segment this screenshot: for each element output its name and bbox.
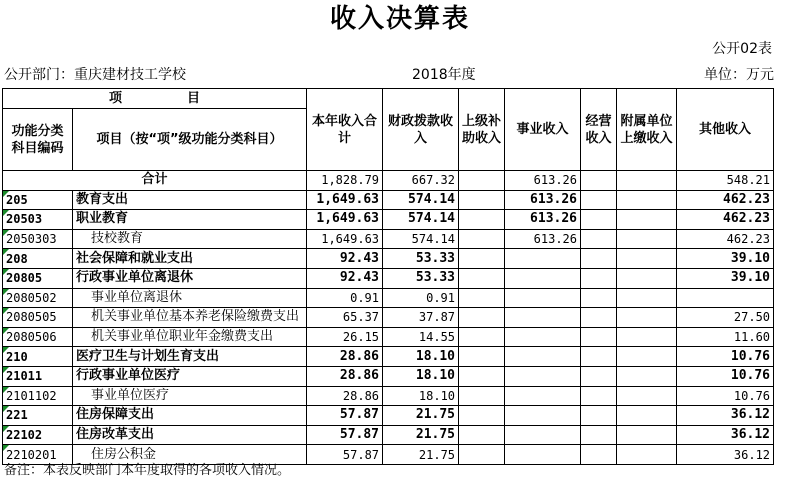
row-cell-affiliated — [617, 327, 677, 347]
row-cell-total: 57.87 — [307, 445, 383, 465]
row-cell-other: 39.10 — [677, 268, 774, 288]
row-cell-total: 92.43 — [307, 249, 383, 269]
header-code: 功能分类科目编码 — [3, 109, 73, 171]
row-cell-total: 1,649.63 — [307, 210, 383, 230]
row-cell-affiliated — [617, 268, 677, 288]
header-fiscal: 财政拨款收入 — [383, 89, 459, 171]
row-cell-total: 57.87 — [307, 425, 383, 445]
row-cell-other: 10.76 — [677, 386, 774, 406]
row-cell-superior — [459, 288, 505, 308]
row-cell-other: 462.23 — [677, 210, 774, 230]
row-name: 职业教育 — [73, 210, 307, 230]
table-row — [3, 268, 774, 288]
header-operating: 经营收入 — [581, 89, 617, 171]
row-cell-superior — [459, 190, 505, 210]
row-name: 机关事业单位职业年金缴费支出 — [73, 327, 307, 347]
row-cell-total: 65.37 — [307, 308, 383, 328]
header-name: 项目（按“项”级功能分类科目） — [73, 109, 307, 171]
row-cell-total: 26.15 — [307, 327, 383, 347]
row-cell-operating — [581, 347, 617, 367]
row-code: 2101102 — [3, 386, 73, 406]
total-cell-total: 1,828.79 — [307, 171, 383, 191]
row-name: 机关事业单位基本养老保险缴费支出 — [73, 308, 307, 328]
row-cell-superior — [459, 425, 505, 445]
row-cell-other: 10.76 — [677, 366, 774, 386]
table-row — [3, 308, 774, 328]
row-cell-operating — [581, 406, 617, 426]
total-cell-fiscal: 667.32 — [383, 171, 459, 191]
table-row — [3, 425, 774, 445]
table-row — [3, 210, 774, 230]
row-cell-fiscal: 14.55 — [383, 327, 459, 347]
meta-row — [4, 64, 774, 84]
row-cell-operating — [581, 425, 617, 445]
header-business: 事业收入 — [505, 89, 581, 171]
table-row — [3, 288, 774, 308]
row-cell-business — [505, 406, 581, 426]
header-item-group: 项 目 — [3, 89, 307, 109]
table-row — [3, 327, 774, 347]
row-cell-total: 57.87 — [307, 406, 383, 426]
row-name: 教育支出 — [73, 190, 307, 210]
row-cell-total: 92.43 — [307, 268, 383, 288]
row-code: 2210201 — [3, 445, 73, 465]
row-code: 208 — [3, 249, 73, 269]
row-cell-business — [505, 288, 581, 308]
footnote: 备注：本表反映部门本年度取得的各项收入情况。 — [4, 463, 291, 478]
row-cell-business: 613.26 — [505, 229, 581, 249]
table-row — [3, 347, 774, 367]
row-cell-business — [505, 327, 581, 347]
row-cell-operating — [581, 366, 617, 386]
row-cell-business — [505, 386, 581, 406]
row-name: 住房保障支出 — [73, 406, 307, 426]
row-cell-business — [505, 425, 581, 445]
unit-label: 单位：万元 — [704, 67, 774, 83]
row-cell-total: 28.86 — [307, 347, 383, 367]
row-code: 20503 — [3, 210, 73, 230]
row-name: 行政事业单位离退休 — [73, 268, 307, 288]
row-cell-total: 28.86 — [307, 386, 383, 406]
row-cell-fiscal: 0.91 — [383, 288, 459, 308]
table-row — [3, 229, 774, 249]
row-cell-total: 0.91 — [307, 288, 383, 308]
row-cell-operating — [581, 190, 617, 210]
row-cell-superior — [459, 327, 505, 347]
header-superior: 上级补助收入 — [459, 89, 505, 171]
row-cell-superior — [459, 229, 505, 249]
row-cell-operating — [581, 445, 617, 465]
row-cell-fiscal: 53.33 — [383, 268, 459, 288]
row-cell-operating — [581, 268, 617, 288]
row-cell-business: 613.26 — [505, 190, 581, 210]
header-total: 本年收入合计 — [307, 89, 383, 171]
total-cell-superior — [459, 171, 505, 191]
row-cell-other: 36.12 — [677, 425, 774, 445]
income-table — [2, 88, 774, 465]
row-cell-fiscal: 18.10 — [383, 347, 459, 367]
row-cell-affiliated — [617, 288, 677, 308]
row-cell-fiscal: 21.75 — [383, 425, 459, 445]
row-cell-business — [505, 249, 581, 269]
page-title: 收入决算表 — [329, 4, 470, 34]
row-cell-fiscal: 18.10 — [383, 366, 459, 386]
total-cell-affiliated — [617, 171, 677, 191]
row-cell-affiliated — [617, 249, 677, 269]
row-name: 社会保障和就业支出 — [73, 249, 307, 269]
row-code: 221 — [3, 406, 73, 426]
row-name: 住房改革支出 — [73, 425, 307, 445]
row-code: 20805 — [3, 268, 73, 288]
row-cell-affiliated — [617, 229, 677, 249]
row-name: 事业单位医疗 — [73, 386, 307, 406]
row-cell-superior — [459, 210, 505, 230]
row-cell-other: 11.60 — [677, 327, 774, 347]
row-code: 2080505 — [3, 308, 73, 328]
row-cell-affiliated — [617, 425, 677, 445]
row-cell-fiscal: 574.14 — [383, 229, 459, 249]
row-cell-affiliated — [617, 308, 677, 328]
row-cell-superior — [459, 386, 505, 406]
row-cell-fiscal: 574.14 — [383, 210, 459, 230]
row-code: 2050303 — [3, 229, 73, 249]
row-cell-business — [505, 366, 581, 386]
row-cell-fiscal: 21.75 — [383, 406, 459, 426]
row-cell-superior — [459, 366, 505, 386]
row-cell-fiscal: 574.14 — [383, 190, 459, 210]
row-name: 事业单位离退休 — [73, 288, 307, 308]
table-row — [3, 249, 774, 269]
row-cell-other: 462.23 — [677, 229, 774, 249]
row-cell-business — [505, 268, 581, 288]
total-cell-other: 548.21 — [677, 171, 774, 191]
row-cell-operating — [581, 327, 617, 347]
form-code: 公开02表 — [712, 41, 772, 57]
total-cell-operating — [581, 171, 617, 191]
row-cell-other: 462.23 — [677, 190, 774, 210]
row-code: 205 — [3, 190, 73, 210]
row-cell-fiscal: 21.75 — [383, 445, 459, 465]
row-cell-business: 613.26 — [505, 210, 581, 230]
row-cell-business — [505, 445, 581, 465]
row-code: 22102 — [3, 425, 73, 445]
row-cell-operating — [581, 229, 617, 249]
table-row — [3, 386, 774, 406]
total-row — [3, 171, 774, 191]
row-cell-other: 36.12 — [677, 406, 774, 426]
row-cell-business — [505, 347, 581, 367]
total-cell-business: 613.26 — [505, 171, 581, 191]
row-cell-fiscal: 53.33 — [383, 249, 459, 269]
row-cell-superior — [459, 249, 505, 269]
row-cell-other: 27.50 — [677, 308, 774, 328]
row-cell-operating — [581, 288, 617, 308]
table-row — [3, 366, 774, 386]
row-cell-fiscal: 18.10 — [383, 386, 459, 406]
row-cell-affiliated — [617, 386, 677, 406]
row-cell-business — [505, 308, 581, 328]
row-cell-operating — [581, 308, 617, 328]
row-name: 住房公积金 — [73, 445, 307, 465]
row-cell-total: 28.86 — [307, 366, 383, 386]
row-cell-operating — [581, 249, 617, 269]
row-cell-superior — [459, 445, 505, 465]
row-cell-affiliated — [617, 366, 677, 386]
row-code: 2080506 — [3, 327, 73, 347]
header-affiliated: 附属单位上缴收入 — [617, 89, 677, 171]
row-cell-total: 1,649.63 — [307, 190, 383, 210]
row-name: 医疗卫生与计划生育支出 — [73, 347, 307, 367]
row-cell-operating — [581, 210, 617, 230]
row-cell-operating — [581, 386, 617, 406]
row-code: 210 — [3, 347, 73, 367]
row-cell-total: 1,649.63 — [307, 229, 383, 249]
row-cell-fiscal: 37.87 — [383, 308, 459, 328]
row-cell-affiliated — [617, 347, 677, 367]
table-row — [3, 406, 774, 426]
row-cell-other: 39.10 — [677, 249, 774, 269]
row-code: 21011 — [3, 366, 73, 386]
row-cell-superior — [459, 308, 505, 328]
year-label: 2018年度 — [412, 67, 476, 83]
row-code: 2080502 — [3, 288, 73, 308]
department-label: 公开部门：重庆建材技工学校 — [4, 67, 186, 83]
row-cell-other: 36.12 — [677, 445, 774, 465]
row-cell-other: 10.76 — [677, 347, 774, 367]
row-cell-other — [677, 288, 774, 308]
row-cell-affiliated — [617, 210, 677, 230]
row-cell-superior — [459, 347, 505, 367]
row-cell-superior — [459, 406, 505, 426]
row-cell-affiliated — [617, 445, 677, 465]
table-row — [3, 190, 774, 210]
row-name: 行政事业单位医疗 — [73, 366, 307, 386]
row-cell-affiliated — [617, 406, 677, 426]
row-cell-superior — [459, 268, 505, 288]
header-other: 其他收入 — [677, 89, 774, 171]
total-label: 合计 — [3, 171, 307, 191]
row-cell-affiliated — [617, 190, 677, 210]
row-name: 技校教育 — [73, 229, 307, 249]
